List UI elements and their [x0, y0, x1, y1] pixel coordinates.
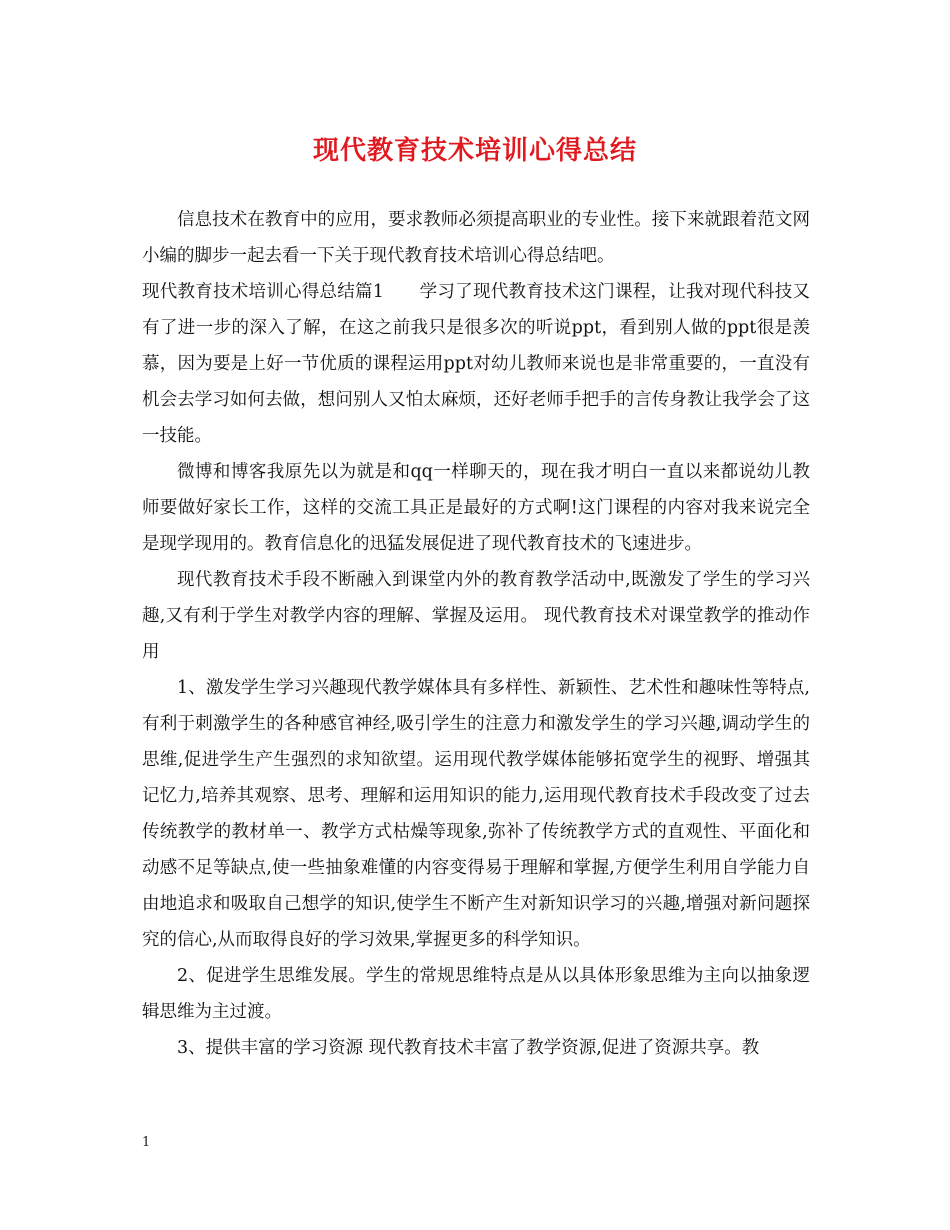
paragraph-3: 现代教育技术手段不断融入到课堂内外的教育教学活动中,既激发了学生的学习兴趣,又有利于学生对教学内容的理解、掌握及运用。 现代教育技术对课堂教学的推动作用: [142, 570, 810, 662]
page-number: 1: [142, 1135, 151, 1150]
paragraph-4: 1、激发学生学习兴趣现代教学媒体具有多样性、新颖性、艺术性和趣味性等特点,有利于刺激学生的各种感官神经,吸引学生的注意力和激发学生的学习兴趣,调动学生的思维,促进学生产生强烈的求知欲望。运用现代教学媒体能够拓宽学生的视野、增强其记忆力,培养其观察、思考、理解和运用知识的能力,运用现代教育技术手段改变了过去传统教学的教材单一、教学方式枯燥等现象,弥补了传统教学方式的直观性、平面化和动感不足等缺点,使一些抽象难懂的内容变得易于理解和掌握,方便学生利用自学能力自由地追求和吸取自己想学的知识,使学生不断产生对新知识学习的兴趣,增强对新问题探究的信心,从而取得良好的学习效果,掌握更多的科学知识。: [142, 678, 810, 950]
document-title: 现代教育技术培训心得总结: [312, 136, 637, 166]
paragraph-intro: 信息技术在教育中的应用，要求教师必须提高职业的专业性。接下来就跟着范文网小编的脚步一起去看一下关于现代教育技术培训心得总结吧。: [142, 210, 810, 266]
paragraph-5: 2、促进学生思维发展。学生的常规思维特点是从以具体形象思维为主向以抽象逻辑思维为主过渡。: [142, 966, 810, 1022]
paragraph-1: 现代教育技术培训心得总结篇1 学习了现代教育技术这门课程，让我对现代科技又有了进一步的深入了解，在这之前我只是很多次的听说ppt，看到别人做的ppt很是羡慕，因为要是上好一节优质的课程运用ppt对幼儿教师来说也是非常重要的，一直没有机会去学习如何去做，想问别人又怕太麻烦，还好老师手把手的言传身教让我学会了这一技能。: [142, 282, 810, 446]
paragraph-2: 微博和博客我原先以为就是和qq一样聊天的，现在我才明白一直以来都说幼儿教师要做好家长工作，这样的交流工具正是最好的方式啊!这门课程的内容对我来说完全是现学现用的。教育信息化的迅猛发展促进了现代教育技术的飞速进步。: [142, 462, 810, 554]
paragraph-6: 3、提供丰富的学习资源 现代教育技术丰富了教学资源,促进了资源共享。教: [177, 1038, 760, 1058]
document-body: [142, 202, 810, 1066]
